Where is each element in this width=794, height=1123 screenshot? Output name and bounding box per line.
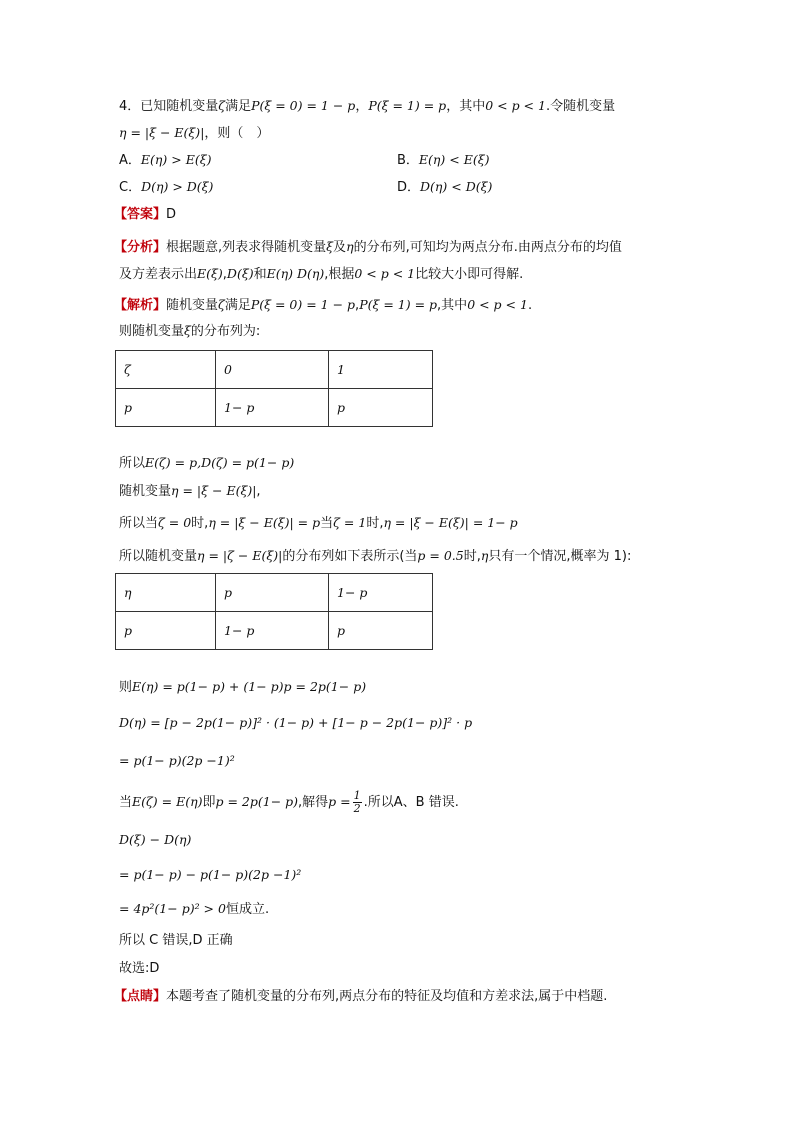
solution-line-12: = p(1− p) − p(1− p)(2p −1)² — [119, 867, 302, 882]
distribution-table-xi — [115, 350, 433, 427]
answer-tag: 【答案】 — [114, 207, 167, 222]
solution-line-2: 则随机变量ξ的分布列为: — [119, 323, 261, 339]
solution-line-6: 所以随机变量η = |ζ − E(ξ)|的分布列如下表所示(当p = 0.5时,η只有一个情况,概率为 1): — [119, 548, 632, 564]
table-row: p 1− p p — [116, 389, 433, 427]
option-a: A．E(η) > E(ξ) — [119, 152, 212, 168]
analysis-line-2: 及方差表示出E(ξ),D(ξ)和E(η) D(η),根据0 < p < 1比较大小即可得解. — [119, 266, 524, 282]
table-row: ζ 0 1 — [116, 351, 433, 389]
solution-line-1: 【解析】随机变量ζ满足P(ξ = 0) = 1 − p,P(ξ = 1) = p,其中0 < p < 1. — [114, 297, 533, 313]
comment-line: 【点睛】本题考查了随机变量的分布列,两点分布的特征及均值和方差求法,属于中档题. — [114, 989, 608, 1004]
solution-line-11: D(ξ) − D(η) — [119, 832, 192, 847]
comment-tag: 【点睛】 — [114, 989, 167, 1004]
solution-line-10: 当E(ζ) = E(η)即p = 2p(1− p),解得p = $\frac{1}{2}$ .所以A、B 错误. — [119, 789, 459, 815]
analysis-line-1: 【分析】根据题意,列表求得随机变量ξ及η的分布列,可知均为两点分布.由两点分布的均值 — [114, 239, 622, 255]
option-b: B．E(η) < E(ξ) — [397, 152, 490, 168]
answer-line: 【答案】D — [114, 207, 177, 222]
solution-line-9: = p(1− p)(2p −1)² — [119, 753, 235, 768]
question-line-2: η = |ξ − E(ξ)|，则（ ） — [119, 125, 270, 141]
solution-line-8: D(η) = [p − 2p(1− p)]² · (1− p) + [1− p − 2p(1− p)]² · p — [119, 715, 473, 730]
solution-line-5: 所以当ζ = 0时,η = |ξ − E(ξ)| = p当ζ = 1时,η = |ξ − E(ξ)| = 1− p — [119, 515, 518, 531]
solution-line-13: = 4p²(1− p)² > 0恒成立. — [119, 901, 270, 917]
solution-line-15: 故选:D — [119, 961, 160, 976]
fraction-one-half: $\frac{1}{2}$ — [353, 789, 361, 815]
table-row: η p 1− p — [116, 574, 433, 612]
question-line-1: 4．已知随机变量ζ满足P(ξ = 0) = 1 − p，P(ξ = 1) = p，其中0 < p < 1.令随机变量 — [119, 98, 616, 114]
table-row: p 1− p p — [116, 612, 433, 650]
solution-line-14: 所以 C 错误,D 正确 — [119, 933, 233, 948]
distribution-table-eta — [115, 573, 433, 650]
option-c: C．D(η) > D(ξ) — [119, 179, 214, 195]
solution-line-4: 随机变量η = |ξ − E(ξ)|, — [119, 483, 261, 499]
option-d: D．D(η) < D(ξ) — [397, 179, 493, 195]
solution-line-3: 所以E(ζ) = p,D(ζ) = p(1− p) — [119, 455, 295, 471]
analysis-tag: 【分析】 — [114, 240, 167, 255]
solution-tag: 【解析】 — [114, 298, 167, 313]
solution-line-7: 则E(η) = p(1− p) + (1− p)p = 2p(1− p) — [119, 679, 367, 695]
